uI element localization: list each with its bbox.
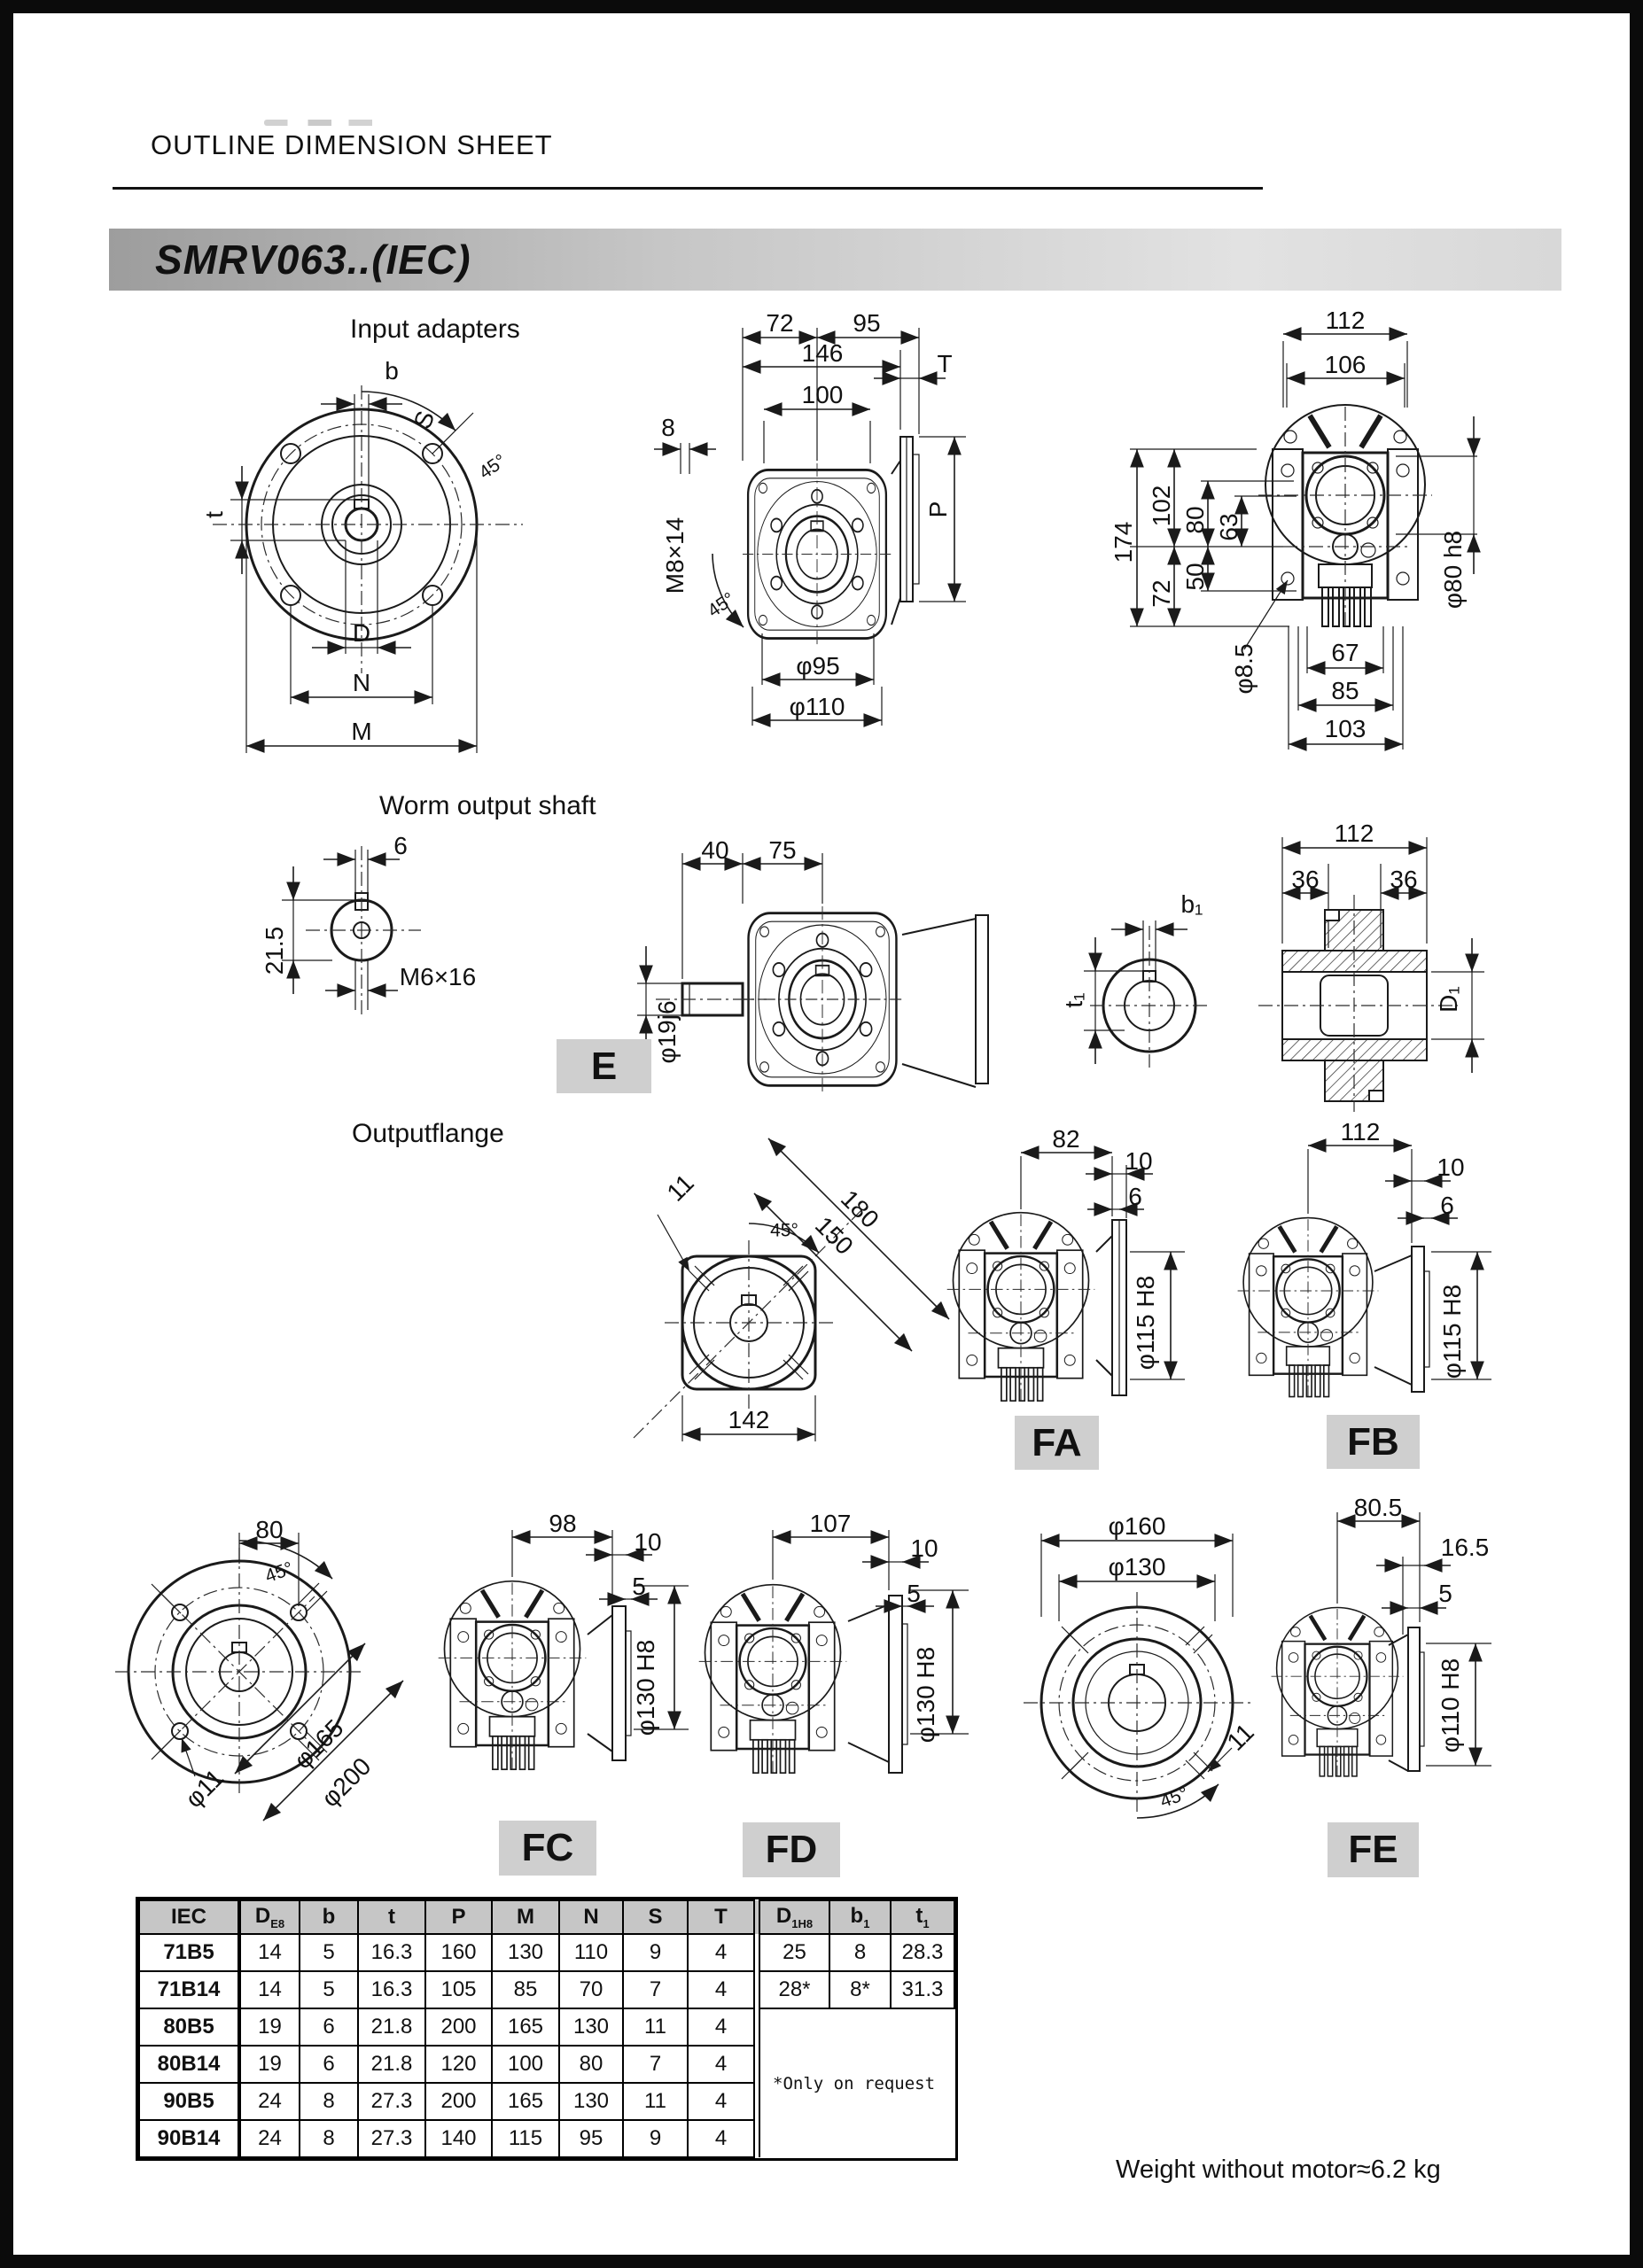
variant-tag-fc bbox=[499, 1821, 596, 1876]
section-input-adapters: Input adapters bbox=[350, 315, 520, 344]
dim-label: φ200 bbox=[315, 1751, 377, 1813]
variant-tag-e bbox=[557, 1039, 651, 1093]
table-cell: 90B14 bbox=[139, 2120, 239, 2157]
dim-label: 45° bbox=[475, 450, 510, 484]
tag-label: FC bbox=[521, 1826, 574, 1869]
dim-label: N bbox=[352, 669, 371, 696]
table-cell: 8* bbox=[829, 1971, 891, 2008]
dim-label: 45° bbox=[1157, 1783, 1191, 1813]
dim-label: b₁ bbox=[1180, 890, 1203, 918]
table-row bbox=[139, 1971, 954, 2008]
dim-label: 40 bbox=[701, 836, 729, 864]
table-cell: 11 bbox=[623, 2008, 688, 2046]
dim-label: 6 bbox=[393, 832, 408, 859]
dim-label: 11 bbox=[661, 1169, 699, 1207]
table-cell: 24 bbox=[239, 2120, 300, 2157]
table-cell: 200 bbox=[425, 2008, 492, 2046]
dim-label: 72 bbox=[766, 309, 794, 337]
table-cell: 19 bbox=[239, 2008, 300, 2046]
table-cell: 130 bbox=[559, 2083, 623, 2120]
variant-tag-fa bbox=[1015, 1416, 1099, 1470]
dim-label: 82 bbox=[1052, 1125, 1080, 1153]
dim-label: t bbox=[200, 511, 228, 518]
column-gap bbox=[754, 2046, 759, 2083]
dim-label: φ11 bbox=[179, 1763, 230, 1814]
table-row bbox=[139, 1934, 954, 1971]
tag-label: E bbox=[590, 1044, 618, 1088]
dim-label: φ160 bbox=[1108, 1512, 1166, 1540]
dim-label: φ130 bbox=[1108, 1553, 1166, 1581]
table-cell: 100 bbox=[492, 2046, 559, 2083]
table-cell: 6 bbox=[300, 2008, 358, 2046]
table-cell: 6 bbox=[300, 2046, 358, 2083]
table-cell: 80B5 bbox=[139, 2008, 239, 2046]
table-cell: 8 bbox=[300, 2083, 358, 2120]
table-cell: 71B5 bbox=[139, 1934, 239, 1971]
column-gap bbox=[754, 2083, 759, 2120]
dim-label: P bbox=[924, 501, 952, 518]
dim-label: 5 bbox=[1438, 1580, 1452, 1607]
table-cell: 130 bbox=[559, 2008, 623, 2046]
table-cell: 105 bbox=[425, 1971, 492, 2008]
dim-label: T bbox=[937, 350, 953, 377]
variant-tag-fd bbox=[743, 1822, 840, 1877]
col-iec: IEC bbox=[139, 1900, 239, 1934]
table-cell: 27.3 bbox=[358, 2120, 425, 2157]
dim-label: b bbox=[385, 357, 399, 384]
table-cell: 24 bbox=[239, 2083, 300, 2120]
dim-label: 106 bbox=[1324, 351, 1367, 378]
col-n: N bbox=[559, 1900, 623, 1934]
dim-label: M8×14 bbox=[661, 517, 689, 594]
dim-label: M bbox=[351, 718, 372, 745]
table-cell: 28* bbox=[759, 1971, 829, 2008]
dim-label: 107 bbox=[809, 1510, 852, 1537]
table-cell: 200 bbox=[425, 2083, 492, 2120]
dim-label: 85 bbox=[1331, 677, 1359, 704]
table-row bbox=[139, 2008, 954, 2046]
table-cell: 7 bbox=[623, 1971, 688, 2008]
table-cell: 130 bbox=[492, 1934, 559, 1971]
dim-label: 75 bbox=[768, 836, 797, 864]
col-t: t bbox=[358, 1900, 425, 1934]
dim-label: 100 bbox=[801, 381, 844, 408]
dim-label: 112 bbox=[1334, 819, 1374, 847]
dim-label: 36 bbox=[1291, 866, 1320, 893]
table-cell: 27.3 bbox=[358, 2083, 425, 2120]
dim-label: 11 bbox=[1221, 1718, 1259, 1756]
weight-note: Weight without motor≈6.2 kg bbox=[1116, 2155, 1441, 2184]
tag-label: FB bbox=[1347, 1419, 1399, 1464]
section-worm-output-shaft: Worm output shaft bbox=[379, 791, 596, 820]
dim-label: 45° bbox=[704, 588, 739, 622]
dim-label: 72 bbox=[1148, 579, 1175, 608]
drawing-hollow-front bbox=[1084, 920, 1210, 1068]
table-header-row bbox=[139, 1900, 954, 1934]
col-b: b bbox=[300, 1900, 358, 1934]
dim-label: 112 bbox=[1340, 1118, 1381, 1146]
table-cell: 8 bbox=[829, 1934, 891, 1971]
dim-label: φ115 H8 bbox=[1438, 1284, 1466, 1379]
dim-label: φ95 bbox=[796, 652, 840, 680]
col-t1: $t_1$ bbox=[891, 1900, 954, 1934]
table-cell: 7 bbox=[623, 2046, 688, 2083]
table-cell: 4 bbox=[688, 2008, 754, 2046]
dim-label: 45° bbox=[770, 1220, 798, 1241]
dim-label: 98 bbox=[549, 1510, 577, 1537]
dimension-table bbox=[136, 1897, 958, 2161]
dim-label: φ8.5 bbox=[1230, 643, 1258, 695]
dim-label: φ110 bbox=[789, 693, 845, 720]
table-cell: 21.8 bbox=[358, 2046, 425, 2083]
tag-label: FD bbox=[765, 1828, 818, 1871]
table-cell: 5 bbox=[300, 1934, 358, 1971]
table-cell: 4 bbox=[688, 1971, 754, 2008]
dim-label: 150 bbox=[809, 1211, 859, 1261]
table-cell: 4 bbox=[688, 1934, 754, 1971]
drawing-adapter-rear bbox=[1130, 334, 1477, 750]
table-cell: 21.8 bbox=[358, 2008, 425, 2046]
table-cell: 70 bbox=[559, 1971, 623, 2008]
variant-tag-fb bbox=[1327, 1415, 1420, 1469]
dim-label: 6 bbox=[1128, 1183, 1142, 1210]
dim-label: 180 bbox=[835, 1184, 884, 1234]
table-cell: 9 bbox=[623, 2120, 688, 2157]
dim-label: φ80 h8 bbox=[1439, 530, 1467, 610]
table-cell: 115 bbox=[492, 2120, 559, 2157]
dim-label: 67 bbox=[1331, 639, 1359, 666]
dim-label: 80 bbox=[1181, 506, 1209, 534]
dim-label: 80 bbox=[255, 1516, 284, 1543]
dim-label: 10 bbox=[1125, 1147, 1153, 1175]
table-cell: 4 bbox=[688, 2120, 754, 2157]
table-cell: 5 bbox=[300, 1971, 358, 2008]
table-cell: 11 bbox=[623, 2083, 688, 2120]
variant-tag-fe bbox=[1328, 1822, 1419, 1877]
table-cell: 110 bbox=[559, 1934, 623, 1971]
col-d: $D_{E8}$ bbox=[239, 1900, 300, 1934]
dim-label: φ19j6 bbox=[653, 1000, 681, 1064]
dim-label: 6 bbox=[1440, 1192, 1454, 1219]
table-cell: 4 bbox=[688, 2046, 754, 2083]
table-cell: 140 bbox=[425, 2120, 492, 2157]
dim-label: 142 bbox=[728, 1406, 770, 1433]
table-cell: 165 bbox=[492, 2083, 559, 2120]
dim-label: 63 bbox=[1215, 513, 1242, 541]
table-cell: 25 bbox=[759, 1934, 829, 1971]
dim-label: 50 bbox=[1181, 563, 1209, 591]
table-cell: 90B5 bbox=[139, 2083, 239, 2120]
table-cell: 9 bbox=[623, 1934, 688, 1971]
dim-label: 5 bbox=[907, 1580, 921, 1607]
col-p: P bbox=[425, 1900, 492, 1934]
table-cell: 85 bbox=[492, 1971, 559, 2008]
col-s: S bbox=[623, 1900, 688, 1934]
table-cell: 80 bbox=[559, 2046, 623, 2083]
dim-label: t₁ bbox=[1060, 992, 1087, 1008]
table-cell: 19 bbox=[239, 2046, 300, 2083]
table-cell: 4 bbox=[688, 2083, 754, 2120]
dim-label: D bbox=[352, 619, 371, 647]
drawing-shaft-side bbox=[637, 853, 988, 1092]
dim-label: S bbox=[408, 407, 440, 432]
dim-label: 45° bbox=[262, 1557, 296, 1588]
dim-label: 102 bbox=[1148, 485, 1175, 527]
dim-label: 103 bbox=[1324, 715, 1367, 742]
table-cell: 95 bbox=[559, 2120, 623, 2157]
dim-label: 112 bbox=[1325, 307, 1366, 334]
table-cell: 8 bbox=[300, 2120, 358, 2157]
dim-label: 36 bbox=[1390, 866, 1418, 893]
tag-label: FA bbox=[1032, 1420, 1082, 1464]
dim-label: φ110 H8 bbox=[1437, 1658, 1464, 1753]
dim-label: φ130 H8 bbox=[912, 1646, 939, 1744]
col-d1: $D_{1H8}$ bbox=[759, 1900, 829, 1934]
table-note: *Only on request bbox=[773, 2073, 936, 2093]
dim-label: 8 bbox=[661, 414, 675, 441]
dim-label: 5 bbox=[632, 1573, 646, 1600]
dim-label: 10 bbox=[910, 1534, 938, 1562]
dim-label: 16.5 bbox=[1440, 1534, 1490, 1561]
table-cell: 160 bbox=[425, 1934, 492, 1971]
dim-label: 10 bbox=[1437, 1153, 1465, 1181]
table-cell: 31.3 bbox=[891, 1971, 954, 2008]
page-title: OUTLINE DIMENSION SHEET bbox=[151, 129, 553, 160]
dim-label: D₁ bbox=[1435, 986, 1462, 1013]
dim-label: 10 bbox=[634, 1528, 662, 1556]
section-output-flange: Outputflange bbox=[352, 1119, 504, 1148]
table-cell: 28.3 bbox=[891, 1934, 954, 1971]
dim-label: φ115 H8 bbox=[1132, 1275, 1159, 1371]
dim-label: φ165 bbox=[288, 1713, 349, 1775]
table-cell: 16.3 bbox=[358, 1971, 425, 2008]
table-cell: 16.3 bbox=[358, 1934, 425, 1971]
dim-label: 174 bbox=[1110, 521, 1137, 563]
table-cell: 14 bbox=[239, 1971, 300, 2008]
table-cell: 71B14 bbox=[139, 1971, 239, 2008]
table-cell: 14 bbox=[239, 1934, 300, 1971]
table-cell: 165 bbox=[492, 2008, 559, 2046]
tag-label: FE bbox=[1348, 1828, 1398, 1871]
dim-label: 146 bbox=[801, 339, 844, 367]
iec-dimension-table bbox=[138, 1899, 955, 2158]
col-t-cap: T bbox=[688, 1900, 754, 1934]
col-b1: $b_1$ bbox=[829, 1900, 891, 1934]
dim-label: 80.5 bbox=[1353, 1494, 1403, 1521]
table-cell: 120 bbox=[425, 2046, 492, 2083]
dim-label: 21.5 bbox=[261, 926, 288, 975]
column-gap bbox=[754, 2120, 759, 2157]
dim-label: M6×16 bbox=[399, 963, 477, 990]
model-name: SMRV063..(IEC) bbox=[155, 237, 471, 283]
dim-label: 95 bbox=[853, 309, 881, 337]
dim-label: φ130 H8 bbox=[632, 1639, 659, 1736]
table-cell: 80B14 bbox=[139, 2046, 239, 2083]
drawing-adapter-front bbox=[213, 385, 523, 753]
col-m: M bbox=[492, 1900, 559, 1934]
